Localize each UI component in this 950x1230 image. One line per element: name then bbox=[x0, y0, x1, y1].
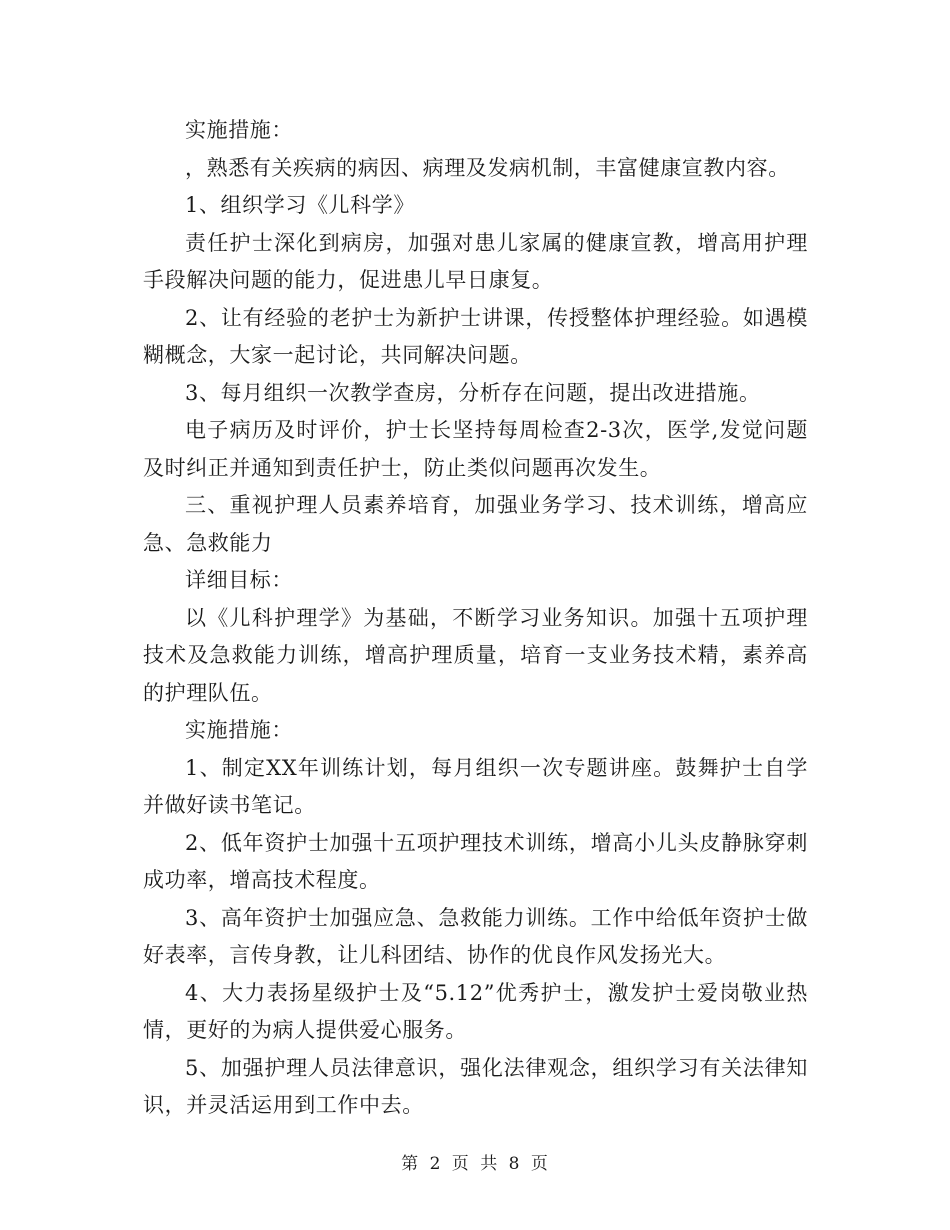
paragraph: 2、让有经验的老护士为新护士讲课，传授整体护理经验。如遇模糊概念，大家一起讨论，共同解决问题。 bbox=[143, 305, 808, 367]
page-body bbox=[143, 112, 808, 1125]
paragraph: 实施措施： bbox=[185, 718, 293, 742]
paragraph: 5、加强护理人员法律意识，强化法律观念，组织学习有关法律知识，并灵活运用到工作中去。 bbox=[143, 1055, 808, 1117]
paragraph: 电子病历及时评价，护士长坚持每周检查2-3次，医学,发觉问题及时纠正并通知到责任护士，防止类似问题再次发生。 bbox=[143, 418, 808, 480]
paragraph: 实施措施： bbox=[185, 118, 293, 142]
paragraph: 4、大力表扬星级护士及“5.12”优秀护士，激发护士爱岗敬业热情，更好的为病人提供爱心服务。 bbox=[143, 980, 808, 1042]
paragraph: 以《儿科护理学》为基础，不断学习业务知识。加强十五项护理技术及急救能力训练，增高护理质量，培育一支业务技术精，素养高的护理队伍。 bbox=[143, 605, 808, 705]
paragraph: 1、组织学习《儿科学》 bbox=[185, 193, 415, 217]
paragraph: 3、每月组织一次教学查房，分析存在问题，提出改进措施。 bbox=[185, 380, 761, 405]
paragraph: 1、制定XX年训练计划，每月组织一次专题讲座。鼓舞护士自学并做好读书笔记。 bbox=[143, 755, 808, 817]
paragraph: 详细目标： bbox=[185, 568, 293, 592]
section-heading: 三、重视护理人员素养培育，加强业务学习、技术训练，增高应急、急救能力 bbox=[143, 493, 808, 555]
paragraph: 责任护士深化到病房，加强对患儿家属的健康宣教，增高用护理手段解决问题的能力，促进患儿早日康复。 bbox=[143, 230, 808, 292]
paragraph: 3、高年资护士加强应急、急救能力训练。工作中给低年资护士做好表率，言传身教，让儿科团结、协作的优良作风发扬光大。 bbox=[143, 905, 808, 967]
paragraph: ，熟悉有关疾病的病因、病理及发病机制，丰富健康宣教内容。 bbox=[185, 155, 790, 180]
page-number-footer: 第 2 页 共 8 页 bbox=[401, 1154, 549, 1174]
paragraph: 2、低年资护士加强十五项护理技术训练，增高小儿头皮静脉穿刺成功率，增高技术程度。 bbox=[143, 830, 808, 892]
